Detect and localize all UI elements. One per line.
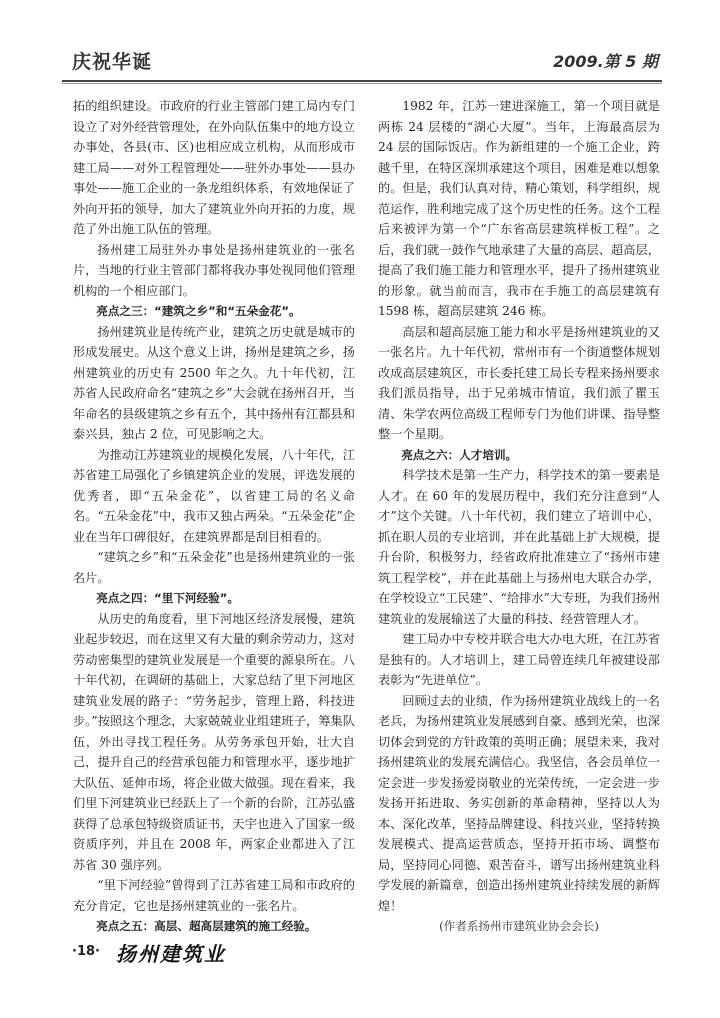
page-header (62, 44, 662, 74)
paragraph: “里下河经验”曾得到了江苏省建工局和市政府的充分肯定，它也是扬州建筑业的一张名片。 (73, 878, 355, 913)
paragraph: 建工局办中专校并联合电大办电大班，在江苏省是独有的。人才培训上，建工局曾连续几年被建设部表彰为“先进单位”。 (378, 632, 660, 687)
author-credit: (作者系扬州市建筑业协会会长) (439, 919, 599, 933)
section-title: 庆祝华诞 (72, 51, 153, 73)
left-column (73, 96, 355, 937)
paragraph: 扬州建工局驻外办事处是扬州建筑业的一张名片，当地的行业主管部门都将我办事处视同他们管理机构的一个相应部门。 (73, 242, 355, 298)
paragraph: 回顾过去的业绩，作为扬州建筑业战线上的一名老兵，为扬州建筑业发展感到自豪、感到光荣，也深切体会到党的方针政策的英明正确；展望未来，我对扬州建筑业的发展充满信心。我坚信，各会员单位一定会进一步发扬爱岗敬业的光荣传统，一定会进一步发扬开拓进取、务实创新的革命精神，坚持以人为本、深化改革，坚持品牌建设、科技兴业，坚持转换发展模式、提高运营质态，坚持开拓市场、调整布局，坚持同心同德、艰苦奋斗，谱写出扬州建筑业科学发展的新篇章，创造出扬州建筑业持续发展的新辉煌！ (378, 693, 660, 913)
paragraph: “建筑之乡”和“五朵金花”也是扬州建筑业的一张名片。 (73, 550, 355, 585)
header-rule (62, 80, 662, 84)
paragraph: 扬州建筑业是传统产业，建筑之历史就是城市的形成发展史。从这个意义上讲，扬州是建筑之乡，扬州建筑业的历史有 2500 年之久。九十年代初，江苏省人民政府命名“建筑之乡”大会就在扬州召开，当年命名的县级建筑之乡有五个，其中扬州有江都县和泰兴县，独占 2 位，可见影响之大。 (73, 324, 355, 441)
highlight-heading: 亮点之三：“建筑之乡”和“五朵金花”。 (96, 304, 301, 318)
paragraph: 科学技术是第一生产力，科学技术的第一要素是人才。在 60 年的发展历程中，我们充分注意到“人才”这个关键。八十年代初，我们建立了培训中心，抓在职人员的专业培训，并在此基础上扩大规模，提升台阶，积极努力，经省政府批准建立了“扬州市建筑工程学校”，并在此基础上与扬州电大联合办学，在学校设立“工民建”、“给排水”大专班，为我们扬州建筑业的发展输送了大量的科技、经营管理人才。 (378, 468, 660, 626)
issue-label: 2009.第 5 期 (553, 52, 658, 71)
highlight-heading: 亮点之六：人才培训。 (401, 447, 518, 462)
magazine-logo: 扬州建筑业 (116, 942, 226, 966)
highlight-heading: 亮点之四：“里下河经验”。 (96, 591, 239, 605)
paragraph: 高层和超高层施工能力和水平是扬州建筑业的又一张名片。九十年代初，常州市有一个街道整体规划改成高层建筑区，市长委托建工局长专程来扬州要求我们派员指导，出于兄弟城市情谊，我们派了瞿玉清、朱学农两位高级工程师专门为他们讲课、指导整整一个星期。 (378, 324, 660, 441)
paragraph: 拓的组织建设。市政府的行业主管部门建工局内专门设立了对外经营管理处，在外向队伍集中的地方设立办事处，各县(市、区)也相应成立机构，从而形成市建工局——对外工程管理处——驻外办事处——县办事处——施工企业的一条龙组织体系，有效地保证了外向开拓的领导，加大了建筑业外向开拓的力度，规范了外出施工队伍的管理。 (73, 99, 355, 236)
paragraph: 从历史的角度看，里下河地区经济发展慢，建筑业起步较迟，而在这里又有大量的剩余劳动力，这对劳动密集型的建筑业发展是一个重要的源泉所在。八十年代初，在调研的基础上，大家总结了里下河地区建筑业发展的路子：“劳务起步，管理上路，科技进步。”按照这个理念，大家兢兢业业组建班子，筹集队伍，外出寻找工程任务。从劳务承包开始，壮大自己，提升自己的经营承包能力和管理水平，逐步地扩大队伍、延伸市场，将企业做大做强。现在看来，我们里下河建筑业已经跃上了一个新的台阶，江苏弘盛获得了总承包特级资质证书，天宇也进入了国家一级资质序列，并且在 2008 年，两家企业都进入了江苏省 30 强序列。 (73, 611, 355, 872)
page-number: ·18· (72, 944, 100, 959)
highlight-heading: 亮点之五：高层、超高层建筑的施工经验。 (96, 919, 317, 933)
right-column (378, 96, 660, 937)
paragraph: 为推动江苏建筑业的规模化发展，八十年代，江苏省建工局强化了乡镇建筑企业的发展，评选发展的优秀者，即“五朵金花”，以省建工局的名义命名。“五朵金花”中，我市又独占两朵。“五朵金花”企业在当年口碑很好，在建筑界都是刮目相看的。 (73, 447, 355, 544)
paragraph: 1982 年，江苏一建进深施工，第一个项目就是两栋 24 层楼的“湖心大厦”。当年，上海最高层为 24 层的国际饭店。作为新组建的一个施工企业，跨越千里，在特区深圳承建这个项目，困难是难以想象的。但是，我们认真对待，精心策划，科学组织，规范运作，胜利地完成了这个历史性的任务。这个工程后来被评为第一个“广东省高层建筑样板工程”。之后，我们就一鼓作气地承建了大量的高层、超高层，提高了我们施工能力和管理水平，提升了扬州建筑业的形象。就当前而言，我市在手施工的高层建筑有 1598 栋，超高层建筑 246 栋。 (378, 99, 660, 318)
